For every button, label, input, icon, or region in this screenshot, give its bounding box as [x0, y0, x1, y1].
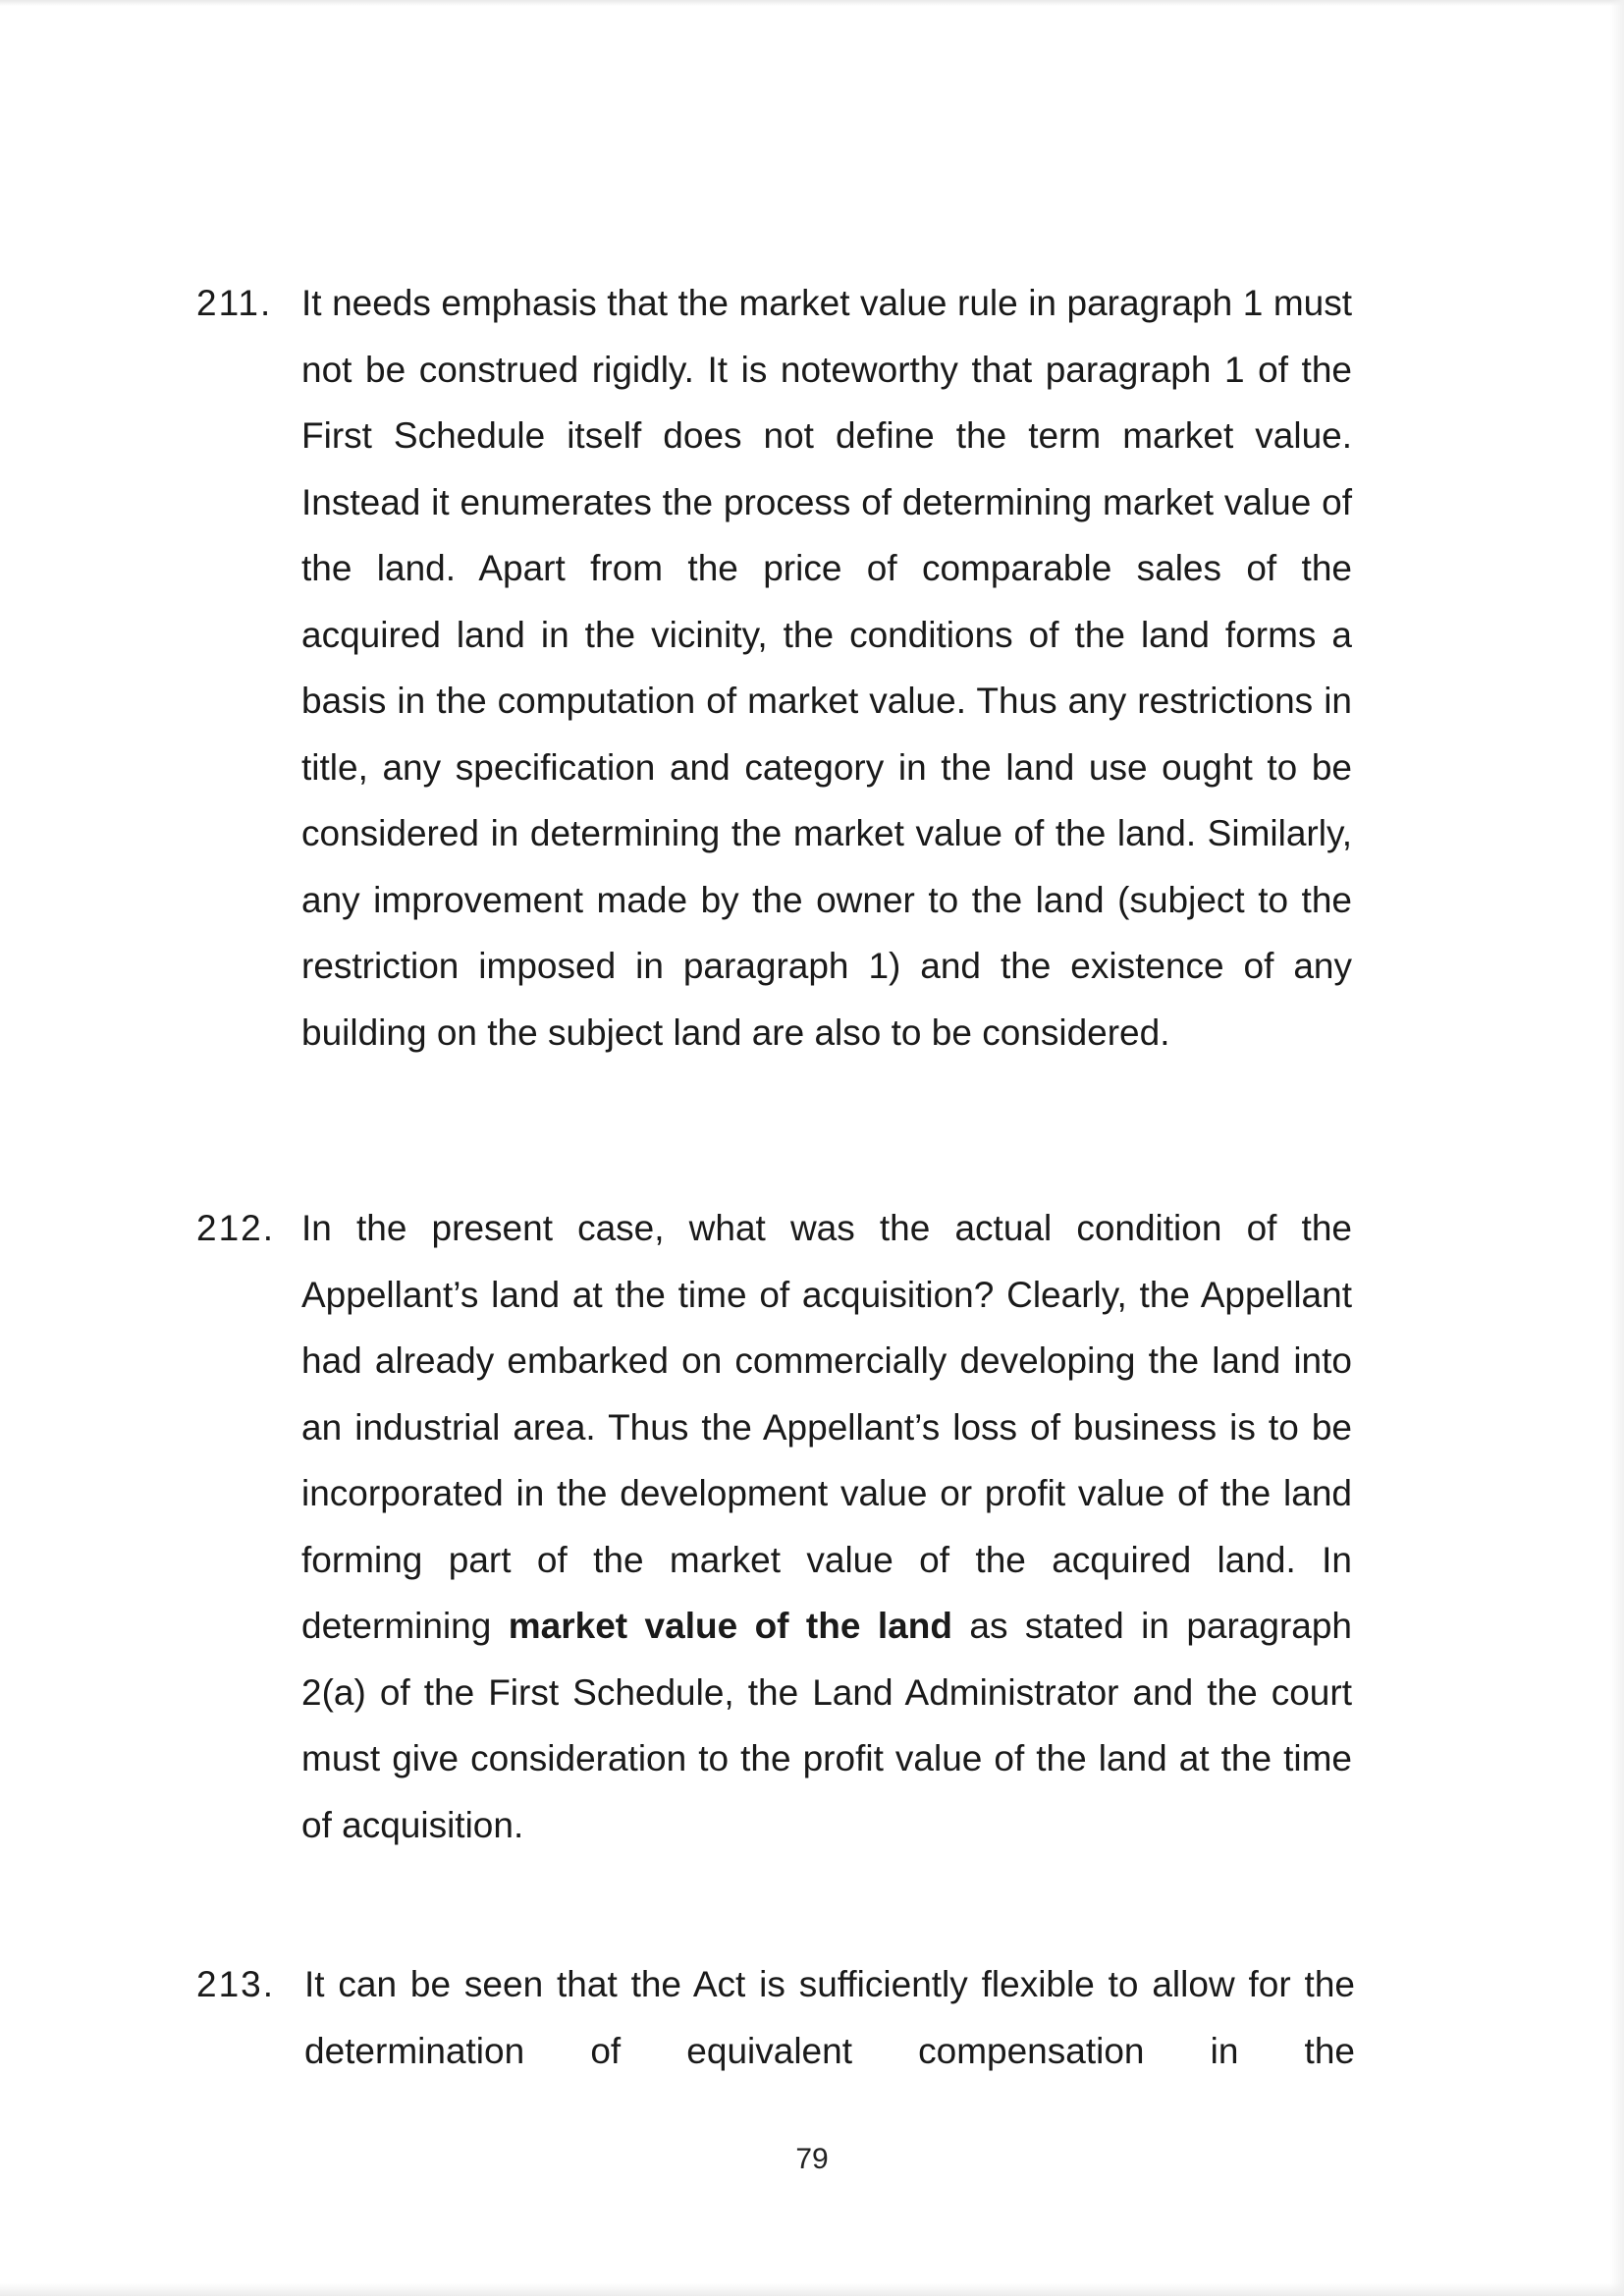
- paragraph-text: It needs emphasis that the market value rule in paragraph 1 must not be construed rigidly. It is noteworthy that paragraph 1 of the First Schedule itself does not define the term market value. Instead it enumerates the process of determining market value of the land. Apart from the price of comparable sales of the acquired land in the vicinity, the conditions of the land forms a basis in the computation of market value. Thus any restrictions in title, any specification and category in the land use ought to be considered in determining the market value of the land. Similarly, any improvement made by the owner to the land (subject to the restriction imposed in paragraph 1) and the existence of any building on the subject land are also to be considered.: [301, 283, 1352, 1053]
- paragraph-text: [301, 1195, 1352, 1858]
- paragraph-text-run: In the present case, what was the actual condition of the Appellant’s land at the time of acquisition? Clearly, the Appellant had already embarked on commercially developing the land into an industrial area. Thus the Appellant’s loss of business is to be incorporated in the development value or profit value of the land forming part of the market value of the acquired land. In determining: [301, 1208, 1352, 1646]
- paragraph-text-run: as stated in paragraph 2(a) of the First Schedule, the Land Administrator and the court must give consideration to the profit value of the land at the time of acquisition.: [301, 1606, 1353, 1845]
- paragraph-number: 213.: [196, 1964, 276, 2004]
- scan-edge-right: [1610, 0, 1624, 2296]
- scan-edge-top: [0, 0, 1624, 6]
- paragraph-number: 212.: [196, 1208, 276, 1248]
- bold-emphasis: market value of the land: [508, 1606, 952, 1646]
- paragraph-number: 211.: [196, 283, 273, 323]
- scan-edge-bottom: [0, 2283, 1624, 2296]
- paragraph-text: It can be seen that the Act is sufficiently flexible to allow for the determination of equivalent compensation in the: [304, 1964, 1355, 2071]
- page-number: 79: [795, 2143, 829, 2175]
